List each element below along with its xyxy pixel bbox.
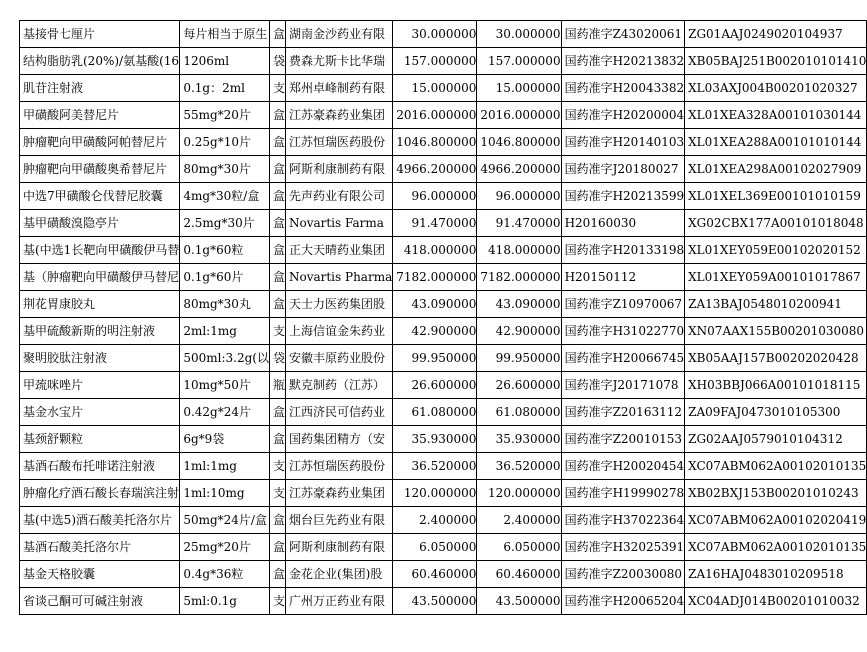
table-row — [20, 183, 867, 210]
unit-cell[interactable]: 瓶 — [269, 372, 285, 399]
medical-code-cell[interactable]: XB02BXJ153B00201010243 — [685, 480, 867, 507]
price-limit-cell[interactable]: 2.400000 — [477, 507, 561, 534]
price-cell[interactable]: 6.050000 — [393, 534, 477, 561]
unit-cell[interactable]: 支 — [269, 75, 285, 102]
spec-cell[interactable]: 0.1g*60片 — [180, 264, 270, 291]
price-limit-cell[interactable]: 35.930000 — [477, 426, 561, 453]
price-cell[interactable]: 418.000000 — [393, 237, 477, 264]
price-cell[interactable]: 60.460000 — [393, 561, 477, 588]
approval-number-cell[interactable]: 国药准字J20180027 — [561, 156, 685, 183]
approval-number-cell[interactable]: H20150112 — [561, 264, 685, 291]
price-cell[interactable]: 2016.000000 — [393, 102, 477, 129]
manufacturer-cell[interactable]: 安徽丰原药业股份 — [285, 345, 392, 372]
approval-number-cell[interactable]: 国药准字H20065204 — [561, 588, 685, 615]
table-row — [20, 129, 867, 156]
price-limit-cell[interactable]: 43.500000 — [477, 588, 561, 615]
unit-cell[interactable]: 盒 — [269, 102, 285, 129]
approval-number-cell[interactable]: 国药准字J20171078 — [561, 372, 685, 399]
price-limit-cell[interactable]: 2016.000000 — [477, 102, 561, 129]
manufacturer-cell[interactable]: 烟台巨先药业有限 — [285, 507, 392, 534]
drug-name-cell[interactable]: 荆花胃康胶丸 — [20, 291, 180, 318]
unit-cell[interactable]: 盒 — [269, 210, 285, 237]
price-limit-cell[interactable]: 1046.800000 — [477, 129, 561, 156]
spec-cell[interactable]: 每片相当于原生 — [180, 21, 270, 48]
price-cell[interactable]: 120.000000 — [393, 480, 477, 507]
manufacturer-cell[interactable]: 江西济民可信药业 — [285, 399, 392, 426]
price-limit-cell[interactable]: 30.000000 — [477, 21, 561, 48]
price-cell[interactable]: 43.500000 — [393, 588, 477, 615]
unit-cell[interactable]: 盒 — [269, 534, 285, 561]
medical-code-cell[interactable]: XC07ABM062A00102010135 — [685, 453, 867, 480]
approval-number-cell[interactable]: 国药准字H20043382 — [561, 75, 685, 102]
table-row — [20, 48, 867, 75]
price-cell[interactable]: 1046.800000 — [393, 129, 477, 156]
manufacturer-cell[interactable]: 湖南金沙药业有限 — [285, 21, 392, 48]
spec-cell[interactable]: 500ml:3.2g(以 — [180, 345, 270, 372]
unit-cell[interactable]: 盒 — [269, 399, 285, 426]
manufacturer-cell[interactable]: 江苏恒瑞医药股份 — [285, 453, 392, 480]
approval-number-cell[interactable]: 国药准字H31022770 — [561, 318, 685, 345]
approval-number-cell[interactable]: 国药准字Z10970067 — [561, 291, 685, 318]
medical-code-cell[interactable]: ZA16HAJ0483010209518 — [685, 561, 867, 588]
drug-name-cell[interactable]: 甲磺酸阿美替尼片 — [20, 102, 180, 129]
manufacturer-cell[interactable]: 郑州卓峰制药有限 — [285, 75, 392, 102]
spec-cell[interactable]: 0.1g*60粒 — [180, 237, 270, 264]
unit-cell[interactable]: 盒 — [269, 129, 285, 156]
spec-cell[interactable]: 2.5mg*30片 — [180, 210, 270, 237]
manufacturer-cell[interactable]: 正大天晴药业集团 — [285, 237, 392, 264]
approval-number-cell[interactable]: 国药准字Z43020061 — [561, 21, 685, 48]
unit-cell[interactable]: 盒 — [269, 291, 285, 318]
drug-name-cell[interactable]: 中选7甲磺酸仑伐替尼胶囊 — [20, 183, 180, 210]
price-cell[interactable]: 26.600000 — [393, 372, 477, 399]
drug-name-cell[interactable]: 结构脂肪乳(20%)/氨基酸(16 — [20, 48, 180, 75]
price-limit-cell[interactable]: 26.600000 — [477, 372, 561, 399]
table-row — [20, 480, 867, 507]
approval-number-cell[interactable]: 国药准字H20213832 — [561, 48, 685, 75]
approval-number-cell[interactable]: 国药准字Z20010153 — [561, 426, 685, 453]
spec-cell[interactable]: 5ml:0.1g — [180, 588, 270, 615]
spec-cell[interactable]: 0.4g*36粒 — [180, 561, 270, 588]
medical-code-cell[interactable]: XL01XEY059E00102020152 — [685, 237, 867, 264]
price-limit-cell[interactable]: 7182.000000 — [477, 264, 561, 291]
drug-price-table — [19, 20, 867, 615]
drug-name-cell[interactable]: 基颈舒颗粒 — [20, 426, 180, 453]
approval-number-cell[interactable]: 国药准字H37022364 — [561, 507, 685, 534]
approval-number-cell[interactable]: 国药准字H20066745 — [561, 345, 685, 372]
manufacturer-cell[interactable]: 江苏恒瑞医药股份 — [285, 129, 392, 156]
price-limit-cell[interactable]: 4966.200000 — [477, 156, 561, 183]
price-cell[interactable]: 42.900000 — [393, 318, 477, 345]
spec-cell[interactable]: 6g*9袋 — [180, 426, 270, 453]
manufacturer-cell[interactable]: 先声药业有限公司 — [285, 183, 392, 210]
medical-code-cell[interactable]: XH03BBJ066A00101018115 — [685, 372, 867, 399]
manufacturer-cell[interactable]: 上海信谊金朱药业 — [285, 318, 392, 345]
spec-cell[interactable]: 80mg*30丸 — [180, 291, 270, 318]
medical-code-cell[interactable]: XL01XEA328A00101030144 — [685, 102, 867, 129]
table-row — [20, 372, 867, 399]
medical-code-cell[interactable]: ZA13BAJ0548010200941 — [685, 291, 867, 318]
price-cell[interactable]: 4966.200000 — [393, 156, 477, 183]
medical-code-cell[interactable]: XB05BAJ251B002010101410 — [685, 48, 867, 75]
price-limit-cell[interactable]: 418.000000 — [477, 237, 561, 264]
medical-code-cell[interactable]: XL01XEA298A00102027909 — [685, 156, 867, 183]
table-row — [20, 21, 867, 48]
medical-code-cell[interactable]: XL01XEL369E00101010159 — [685, 183, 867, 210]
unit-cell[interactable]: 支 — [269, 480, 285, 507]
table-row — [20, 318, 867, 345]
manufacturer-cell[interactable]: 默克制药（江苏） — [285, 372, 392, 399]
approval-number-cell[interactable]: H20160030 — [561, 210, 685, 237]
price-cell[interactable]: 99.950000 — [393, 345, 477, 372]
table-row — [20, 399, 867, 426]
table-row — [20, 588, 867, 615]
unit-cell[interactable]: 盒 — [269, 561, 285, 588]
drug-name-cell[interactable]: 肿瘤靶向甲磺酸奥希替尼片 — [20, 156, 180, 183]
table-row — [20, 534, 867, 561]
unit-cell[interactable]: 盒 — [269, 507, 285, 534]
spec-cell[interactable]: 1206ml — [180, 48, 270, 75]
price-limit-cell[interactable]: 61.080000 — [477, 399, 561, 426]
approval-number-cell[interactable]: 国药准字H20133198 — [561, 237, 685, 264]
spec-cell[interactable]: 80mg*30片 — [180, 156, 270, 183]
drug-name-cell[interactable]: 基酒石酸布托啡诺注射液 — [20, 453, 180, 480]
spec-cell[interactable]: 55mg*20片 — [180, 102, 270, 129]
price-cell[interactable]: 96.000000 — [393, 183, 477, 210]
manufacturer-cell[interactable]: Novartis Pharma — [285, 264, 392, 291]
unit-cell[interactable]: 袋 — [269, 345, 285, 372]
medical-code-cell[interactable]: XL01XEY059A00101017867 — [685, 264, 867, 291]
price-cell[interactable]: 91.470000 — [393, 210, 477, 237]
price-cell[interactable]: 36.520000 — [393, 453, 477, 480]
unit-cell[interactable]: 支 — [269, 453, 285, 480]
unit-cell[interactable]: 盒 — [269, 156, 285, 183]
table-row — [20, 291, 867, 318]
approval-number-cell[interactable]: 国药准字Z20030080 — [561, 561, 685, 588]
drug-name-cell[interactable]: 甲巯咪唑片 — [20, 372, 180, 399]
approval-number-cell[interactable]: 国药准字H20140103 — [561, 129, 685, 156]
approval-number-cell[interactable]: 国药准字Z20163112 — [561, 399, 685, 426]
table-row — [20, 561, 867, 588]
price-limit-cell[interactable]: 157.000000 — [477, 48, 561, 75]
spec-cell[interactable]: 1ml:1mg — [180, 453, 270, 480]
medical-code-cell[interactable]: XC04ADJ014B00201010032 — [685, 588, 867, 615]
manufacturer-cell[interactable]: Novartis Farma — [285, 210, 392, 237]
price-cell[interactable]: 30.000000 — [393, 21, 477, 48]
price-limit-cell[interactable]: 60.460000 — [477, 561, 561, 588]
drug-name-cell[interactable]: 肿瘤化疗酒石酸长春瑞滨注射 — [20, 480, 180, 507]
spec-cell[interactable]: 2ml:1mg — [180, 318, 270, 345]
drug-name-cell[interactable]: 基(中选1长靶向甲磺酸伊马替 — [20, 237, 180, 264]
unit-cell[interactable]: 盒 — [269, 21, 285, 48]
drug-name-cell[interactable]: 肌苷注射液 — [20, 75, 180, 102]
price-cell[interactable]: 157.000000 — [393, 48, 477, 75]
medical-code-cell[interactable]: XG02CBX177A00101018048 — [685, 210, 867, 237]
manufacturer-cell[interactable]: 国药集团精方（安 — [285, 426, 392, 453]
approval-number-cell[interactable]: 国药准字H19990278 — [561, 480, 685, 507]
price-limit-cell[interactable]: 99.950000 — [477, 345, 561, 372]
medical-code-cell[interactable]: XL03AXJ004B00201020327 — [685, 75, 867, 102]
table-row — [20, 507, 867, 534]
table-row — [20, 102, 867, 129]
manufacturer-cell[interactable]: 费森尤斯卡比华瑞 — [285, 48, 392, 75]
manufacturer-cell[interactable]: 金花企业(集团)股 — [285, 561, 392, 588]
price-limit-cell[interactable]: 120.000000 — [477, 480, 561, 507]
approval-number-cell[interactable]: 国药准字H20200004 — [561, 102, 685, 129]
unit-cell[interactable]: 支 — [269, 318, 285, 345]
spec-cell[interactable]: 25mg*20片 — [180, 534, 270, 561]
price-limit-cell[interactable]: 96.000000 — [477, 183, 561, 210]
approval-number-cell[interactable]: 国药准字H20020454 — [561, 453, 685, 480]
medical-code-cell[interactable]: ZA09FAJ0473010105300 — [685, 399, 867, 426]
unit-cell[interactable]: 盒 — [269, 426, 285, 453]
drug-name-cell[interactable]: 肿瘤靶向甲磺酸阿帕替尼片 — [20, 129, 180, 156]
table-row — [20, 426, 867, 453]
drug-name-cell[interactable]: 基甲磺酸溴隐亭片 — [20, 210, 180, 237]
manufacturer-cell[interactable]: 天士力医药集团股 — [285, 291, 392, 318]
spec-cell[interactable]: 0.1g：2ml — [180, 75, 270, 102]
spec-cell[interactable]: 0.25g*10片 — [180, 129, 270, 156]
spreadsheet — [19, 20, 867, 615]
unit-cell[interactable]: 袋 — [269, 48, 285, 75]
spec-cell[interactable]: 10mg*50片 — [180, 372, 270, 399]
table-row — [20, 345, 867, 372]
manufacturer-cell[interactable]: 江苏豪森药业集团 — [285, 480, 392, 507]
spec-cell[interactable]: 50mg*24片/盒 — [180, 507, 270, 534]
table-row — [20, 75, 867, 102]
unit-cell[interactable]: 盒 — [269, 264, 285, 291]
price-limit-cell[interactable]: 36.520000 — [477, 453, 561, 480]
spec-cell[interactable]: 1ml:10mg — [180, 480, 270, 507]
drug-name-cell[interactable]: 省谈己酮可可碱注射液 — [20, 588, 180, 615]
price-limit-cell[interactable]: 91.470000 — [477, 210, 561, 237]
price-cell[interactable]: 15.000000 — [393, 75, 477, 102]
price-limit-cell[interactable]: 15.000000 — [477, 75, 561, 102]
medical-code-cell[interactable]: XL01XEA288A00101010144 — [685, 129, 867, 156]
drug-name-cell[interactable]: 基接骨七厘片 — [20, 21, 180, 48]
manufacturer-cell[interactable]: 阿斯利康制药有限 — [285, 156, 392, 183]
drug-name-cell[interactable]: 基酒石酸美托洛尔片 — [20, 534, 180, 561]
spec-cell[interactable]: 0.42g*24片 — [180, 399, 270, 426]
table-row — [20, 156, 867, 183]
table-row — [20, 210, 867, 237]
price-limit-cell[interactable]: 42.900000 — [477, 318, 561, 345]
table-row — [20, 237, 867, 264]
price-cell[interactable]: 7182.000000 — [393, 264, 477, 291]
price-cell[interactable]: 61.080000 — [393, 399, 477, 426]
approval-number-cell[interactable]: 国药准字H20213599 — [561, 183, 685, 210]
drug-name-cell[interactable]: 聚明胶肽注射液 — [20, 345, 180, 372]
table-row — [20, 264, 867, 291]
drug-name-cell[interactable]: 基金水宝片 — [20, 399, 180, 426]
manufacturer-cell[interactable]: 江苏豪森药业集团 — [285, 102, 392, 129]
unit-cell[interactable]: 盒 — [269, 237, 285, 264]
unit-cell[interactable]: 支 — [269, 588, 285, 615]
medical-code-cell[interactable]: ZG01AAJ0249020104937 — [685, 21, 867, 48]
price-limit-cell[interactable]: 6.050000 — [477, 534, 561, 561]
medical-code-cell[interactable]: XC07ABM062A00102010135 — [685, 534, 867, 561]
drug-name-cell[interactable]: 基(中选5)酒石酸美托洛尔片 — [20, 507, 180, 534]
approval-number-cell[interactable]: 国药准字H32025391 — [561, 534, 685, 561]
drug-name-cell[interactable]: 基甲硫酸新斯的明注射液 — [20, 318, 180, 345]
price-cell[interactable]: 43.090000 — [393, 291, 477, 318]
table-row — [20, 453, 867, 480]
manufacturer-cell[interactable]: 广州万正药业有限 — [285, 588, 392, 615]
medical-code-cell[interactable]: XN07AAX155B00201030080 — [685, 318, 867, 345]
spec-cell[interactable]: 4mg*30粒/盒 — [180, 183, 270, 210]
price-cell[interactable]: 35.930000 — [393, 426, 477, 453]
medical-code-cell[interactable]: XB05AAJ157B00202020428 — [685, 345, 867, 372]
drug-name-cell[interactable]: 基金天格胶囊 — [20, 561, 180, 588]
medical-code-cell[interactable]: ZG02AAJ0579010104312 — [685, 426, 867, 453]
drug-name-cell[interactable]: 基（肿瘤靶向甲磺酸伊马替尼 — [20, 264, 180, 291]
price-limit-cell[interactable]: 43.090000 — [477, 291, 561, 318]
price-cell[interactable]: 2.400000 — [393, 507, 477, 534]
manufacturer-cell[interactable]: 阿斯利康制药有限 — [285, 534, 392, 561]
unit-cell[interactable]: 盒 — [269, 183, 285, 210]
medical-code-cell[interactable]: XC07ABM062A00102020419 — [685, 507, 867, 534]
